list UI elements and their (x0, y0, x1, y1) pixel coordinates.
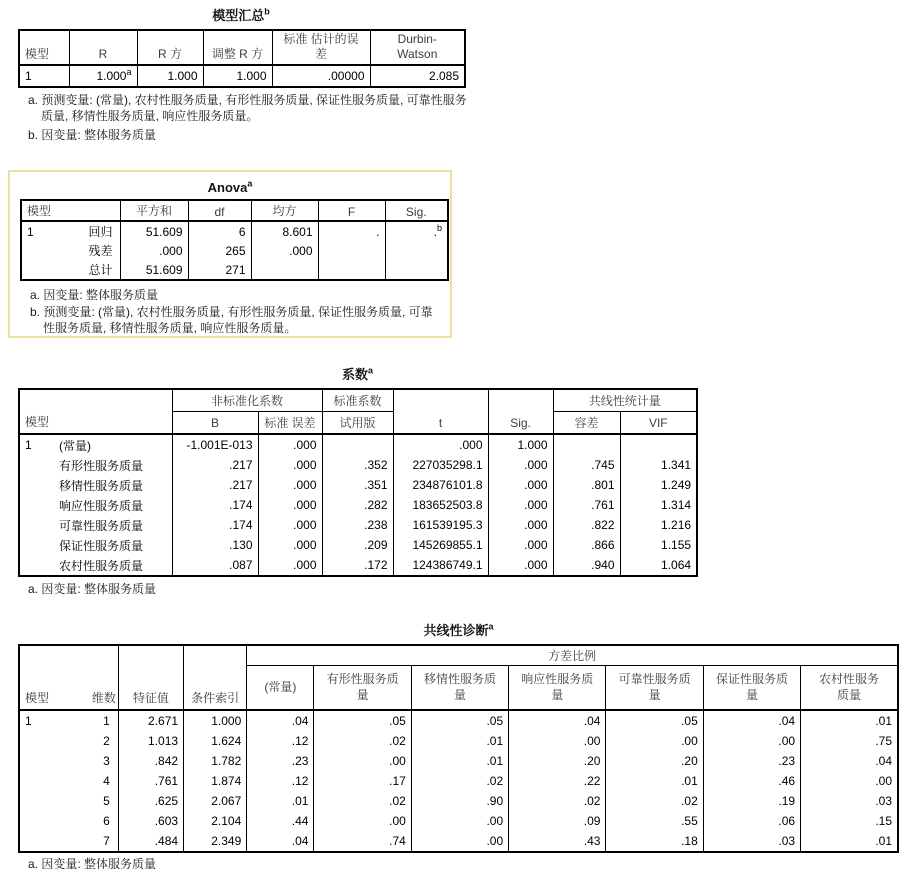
footnote: b. 预测变量: (常量), 农村性服务质量, 有形性服务质量, 保证性服务质量, 可靠性服务质量, 移情性服务质量, 响应性服务质量。 (30, 305, 433, 336)
table-cell: 271 (188, 260, 251, 280)
col-header-df: df (188, 200, 251, 221)
table-cell: .00 (314, 811, 411, 831)
table-cell (19, 791, 58, 811)
table-cell: .484 (118, 831, 183, 852)
table-row (19, 731, 898, 751)
coefficients-body (19, 434, 697, 576)
table-cell: .15 (801, 811, 898, 831)
table-cell: .04 (801, 751, 898, 771)
table-cell: .04 (247, 710, 314, 731)
table-cell: .000 (258, 515, 322, 535)
table-cell (322, 434, 393, 455)
col-header-std-error: 标准 估计的误差 (272, 30, 370, 65)
table-cell: .01 (606, 771, 703, 791)
col-header-eigenvalue: 特征值 (118, 645, 183, 710)
table-cell: .00 (314, 751, 411, 771)
table-cell (19, 455, 54, 475)
title-text: 共线性诊断 (423, 623, 489, 638)
table-cell: .19 (703, 791, 800, 811)
group-header-variance-proportions: 方差比例 (247, 645, 898, 666)
table-cell: .01 (411, 731, 508, 751)
table-cell: .23 (703, 751, 800, 771)
table-cell: 2.104 (184, 811, 247, 831)
col-header-empathy: 移情性服务质量 (411, 666, 508, 711)
table-cell: 234876101.8 (393, 475, 488, 495)
table-cell (385, 260, 448, 280)
collinearity-title (18, 620, 899, 639)
footnote: a. 因变量: 整体服务质量 (28, 857, 157, 871)
table-cell: .174 (172, 495, 258, 515)
table-cell: . (318, 221, 385, 241)
table-cell: 5 (58, 791, 118, 811)
table-cell: .05 (314, 710, 411, 731)
footnote: a. 因变量: 整体服务质量 (28, 582, 157, 596)
table-cell: 4 (58, 771, 118, 791)
table-cell (553, 434, 620, 455)
table-cell: .74 (314, 831, 411, 852)
table-cell: 7 (58, 831, 118, 852)
table-cell: 1.000 (184, 710, 247, 731)
title-footnote-marker: b (264, 6, 270, 17)
table-cell: 2.067 (184, 791, 247, 811)
table-cell: 1.000 (137, 65, 203, 87)
table-cell: 1 (27, 224, 34, 239)
table-cell: 51.609 (120, 260, 188, 280)
coefficients-header (19, 389, 697, 434)
table-cell: 1.013 (118, 731, 183, 751)
col-header-durbin-watson: Durbin-Watson (370, 30, 465, 65)
table-cell (19, 495, 54, 515)
table-row (21, 241, 448, 260)
footnote: a. 预测变量: (常量), 农村性服务质量, 有形性服务质量, 保证性服务质量, 可靠性服务质量, 移情性服务质量, 响应性服务质量。 (28, 93, 467, 124)
table-cell: .20 (606, 751, 703, 771)
table-cell: 8.601 (251, 221, 318, 241)
table-cell: 1 (19, 65, 69, 87)
table-cell: 1.216 (620, 515, 697, 535)
table-cell: .01 (411, 751, 508, 771)
table-cell: .625 (118, 791, 183, 811)
table-cell: .866 (553, 535, 620, 555)
table-cell: 1.155 (620, 535, 697, 555)
coefficients-title (18, 364, 697, 383)
table-cell: 1.000$^a$ (69, 65, 137, 87)
table-cell: 1.874 (184, 771, 247, 791)
table-cell: 183652503.8 (393, 495, 488, 515)
table-row (19, 710, 898, 731)
table-cell: 移情性服务质量 (54, 475, 172, 495)
col-header-sig: Sig. (488, 389, 553, 434)
table-row (19, 831, 898, 852)
table-cell: .02 (509, 791, 606, 811)
table-cell: .03 (801, 791, 898, 811)
col-header-std-error: 标准 误差 (258, 412, 322, 435)
group-header-unstandardized: 非标准化系数 (172, 389, 322, 412)
table-cell: .43 (509, 831, 606, 852)
table-cell: .000 (258, 555, 322, 576)
table-cell: .12 (247, 731, 314, 751)
table-cell: .000 (488, 515, 553, 535)
table-cell: .000 (488, 495, 553, 515)
col-header-mean-square: 均方 (251, 200, 318, 221)
table-cell: 2.349 (184, 831, 247, 852)
title-footnote-marker: a (488, 621, 494, 632)
table-cell (19, 811, 58, 831)
table-cell: .18 (606, 831, 703, 852)
table-cell: 2.085 (370, 65, 465, 87)
table-row (21, 221, 448, 241)
table-cell: .04 (509, 710, 606, 731)
table-cell (19, 515, 54, 535)
cell-footnote-marker: a (126, 67, 132, 77)
table-cell: 1.000 (203, 65, 272, 87)
table-cell: 1.782 (184, 751, 247, 771)
table-cell: .44 (247, 811, 314, 831)
table-row (19, 455, 697, 475)
table-cell (19, 831, 58, 852)
table-cell (21, 260, 51, 280)
table-row (19, 771, 898, 791)
table-cell: 1.064 (620, 555, 697, 576)
table-row (19, 555, 697, 576)
table-cell (19, 731, 58, 751)
table-cell (19, 555, 54, 576)
col-header-beta: 试用版 (322, 412, 393, 435)
table-cell: .90 (411, 791, 508, 811)
col-header-rurality: 农村性服务质量 (801, 666, 898, 711)
table-cell: 2 (58, 731, 118, 751)
table-cell: 1.341 (620, 455, 697, 475)
table-cell: .05 (411, 710, 508, 731)
table-cell: .02 (606, 791, 703, 811)
table-cell: .09 (509, 811, 606, 831)
table-cell: 可靠性服务质量 (54, 515, 172, 535)
table-cell: .01 (801, 710, 898, 731)
table-cell: .000 (488, 535, 553, 555)
table-cell: .05 (606, 710, 703, 731)
table-cell: .130 (172, 535, 258, 555)
table-cell: .000 (258, 455, 322, 475)
table-cell: 1.000 (488, 434, 553, 455)
table-cell: .000 (488, 475, 553, 495)
model-summary-header (19, 30, 465, 65)
title-footnote-marker: a (247, 178, 253, 189)
col-header-responsiveness: 响应性服务质量 (509, 666, 606, 711)
col-header-adj-r2: 调整 R 方 (203, 30, 272, 65)
table-cell: .00 (509, 731, 606, 751)
col-header-sig: Sig. (385, 200, 448, 221)
col-header-t: t (393, 389, 488, 434)
footnote: a. 因变量: 整体服务质量 (30, 288, 159, 302)
table-cell: .03 (703, 831, 800, 852)
table-cell: .01 (801, 831, 898, 852)
table-row (19, 535, 697, 555)
table-cell: .04 (247, 831, 314, 852)
col-header-constant: (常量) (247, 666, 314, 711)
table-cell: .$^b$ (385, 221, 448, 241)
title-footnote-marker: a (368, 365, 374, 376)
table-cell: .02 (314, 731, 411, 751)
table-row (19, 791, 898, 811)
table-cell (251, 260, 318, 280)
highlight-box (8, 170, 452, 338)
table-cell: 145269855.1 (393, 535, 488, 555)
model-summary-table (18, 29, 466, 88)
footnote: b. 因变量: 整体服务质量 (28, 128, 157, 142)
table-cell: .801 (553, 475, 620, 495)
table-cell: .22 (509, 771, 606, 791)
collinearity-header (19, 645, 898, 710)
table-cell: 2.671 (118, 710, 183, 731)
table-cell: .352 (322, 455, 393, 475)
table-cell: .745 (553, 455, 620, 475)
table-cell (318, 260, 385, 280)
table-cell: 1.314 (620, 495, 697, 515)
col-header-vif: VIF (620, 412, 697, 435)
model-summary-body (19, 65, 465, 87)
anova-title (10, 180, 450, 195)
table-cell: .000 (258, 434, 322, 455)
table-cell: .17 (314, 771, 411, 791)
table-row (19, 515, 697, 535)
table-cell (21, 241, 51, 260)
table-cell: 6 (58, 811, 118, 831)
title-text: 模型汇总 (212, 8, 265, 23)
table-cell: 农村性服务质量 (54, 555, 172, 576)
table-cell: 124386749.1 (393, 555, 488, 576)
table-cell: 响应性服务质量 (54, 495, 172, 515)
table-cell (19, 535, 54, 555)
table-cell: 1 (25, 438, 32, 452)
table-cell: .00000 (272, 65, 370, 87)
collinearity-table (18, 644, 899, 853)
table-cell: .02 (314, 791, 411, 811)
table-cell: 6 (188, 221, 251, 241)
cell-footnote-marker: b (437, 222, 443, 233)
col-header-tangibles: 有形性服务质量 (314, 666, 411, 711)
table-cell: 3 (58, 751, 118, 771)
table-cell: .55 (606, 811, 703, 831)
table-cell: .603 (118, 811, 183, 831)
table-row (19, 495, 697, 515)
col-header-reliability: 可靠性服务质量 (606, 666, 703, 711)
col-header-model: 模型 (19, 30, 69, 65)
table-cell: .000 (258, 495, 322, 515)
table-cell: -1.001E-013 (172, 434, 258, 455)
group-header-collinearity: 共线性统计量 (553, 389, 697, 412)
table-cell: 残差 (51, 241, 120, 260)
table-cell: 1 (58, 710, 118, 731)
title-text: 系数 (341, 367, 368, 382)
table-cell: .282 (322, 495, 393, 515)
col-header-model: 模型 (19, 389, 172, 434)
table-cell: 265 (188, 241, 251, 260)
anova-table (20, 199, 449, 281)
table-cell: 1 (25, 714, 32, 728)
table-cell: .761 (553, 495, 620, 515)
table-row (19, 475, 697, 495)
table-cell: 161539195.3 (393, 515, 488, 535)
table-cell: 227035298.1 (393, 455, 488, 475)
table-cell: .04 (703, 710, 800, 731)
collinearity-body (19, 710, 898, 852)
anova-header (21, 200, 448, 221)
table-cell: .822 (553, 515, 620, 535)
table-cell: .000 (258, 475, 322, 495)
table-cell: 回归 (51, 221, 120, 241)
col-header-f: F (318, 200, 385, 221)
table-row (19, 65, 465, 87)
table-cell: .940 (553, 555, 620, 576)
title-text: Anova (207, 180, 248, 195)
table-cell: 51.609 (120, 221, 188, 241)
table-cell (620, 434, 697, 455)
table-cell (19, 771, 58, 791)
col-header-model: 模型 (25, 691, 50, 705)
table-cell: 1.249 (620, 475, 697, 495)
table-row (19, 751, 898, 771)
table-cell: .00 (801, 771, 898, 791)
table-cell: .000 (488, 555, 553, 576)
table-cell: .000 (488, 455, 553, 475)
col-header-assurance: 保证性服务质量 (703, 666, 800, 711)
col-header-r2: R 方 (137, 30, 203, 65)
col-header-dimension: 维数 (58, 645, 118, 710)
table-cell: .01 (247, 791, 314, 811)
table-row (21, 260, 448, 280)
table-cell: .172 (322, 555, 393, 576)
table-cell: .351 (322, 475, 393, 495)
table-cell: .238 (322, 515, 393, 535)
table-cell: .087 (172, 555, 258, 576)
col-header-model: 模型 (21, 200, 120, 221)
coefficients-table (18, 388, 698, 577)
table-cell: .000 (393, 434, 488, 455)
table-cell: .000 (120, 241, 188, 260)
table-cell (19, 475, 54, 495)
table-cell: .00 (703, 731, 800, 751)
col-header-tolerance: 容差 (553, 412, 620, 435)
anova-body (21, 221, 448, 280)
table-cell: .217 (172, 455, 258, 475)
col-header-b: B (172, 412, 258, 435)
table-cell: .23 (247, 751, 314, 771)
col-header-condition-index: 条件索引 (184, 645, 247, 710)
table-cell: .209 (322, 535, 393, 555)
table-cell: .000 (251, 241, 318, 260)
table-row (19, 811, 898, 831)
table-cell: .46 (703, 771, 800, 791)
table-cell: 1.624 (184, 731, 247, 751)
col-header-r: R (69, 30, 137, 65)
table-cell (385, 241, 448, 260)
table-cell: .06 (703, 811, 800, 831)
table-cell: 保证性服务质量 (54, 535, 172, 555)
table-cell: .217 (172, 475, 258, 495)
table-cell: .00 (606, 731, 703, 751)
table-cell: .75 (801, 731, 898, 751)
table-cell: .00 (411, 831, 508, 852)
table-row (19, 434, 697, 455)
table-cell: .00 (411, 811, 508, 831)
col-header-sum-squares: 平方和 (120, 200, 188, 221)
model-summary-title (18, 5, 464, 24)
table-cell: .761 (118, 771, 183, 791)
table-cell: .174 (172, 515, 258, 535)
table-cell: 有形性服务质量 (54, 455, 172, 475)
table-cell: .02 (411, 771, 508, 791)
table-cell: .20 (509, 751, 606, 771)
table-cell (318, 241, 385, 260)
table-cell: .000 (258, 535, 322, 555)
table-cell: .12 (247, 771, 314, 791)
table-cell: .842 (118, 751, 183, 771)
table-cell: (常量) (54, 434, 172, 455)
table-cell (19, 751, 58, 771)
table-cell: 总计 (51, 260, 120, 280)
group-header-standardized: 标准系数 (322, 389, 393, 412)
